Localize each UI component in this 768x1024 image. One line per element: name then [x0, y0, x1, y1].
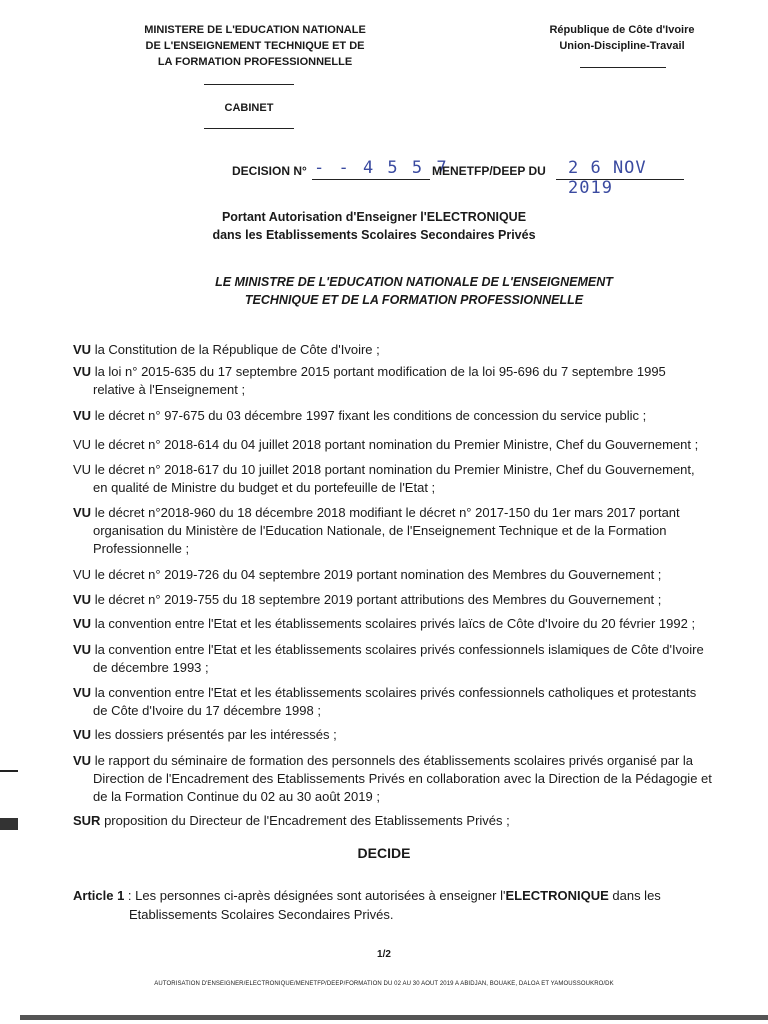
visa-text: la convention entre l'Etat et les établissements scolaires privés laïcs de Côte d'Ivoire du 20 février 1992 ;: [94, 616, 696, 631]
visa-item: [73, 591, 745, 609]
scan-bottom-border: [20, 1015, 768, 1020]
visa-keyword: VU: [73, 567, 92, 582]
visa-keyword: VU: [73, 592, 92, 607]
scan-edge-mark: [0, 770, 18, 772]
decision-subject: [160, 208, 588, 244]
decision-date-stamp: 2 6 NOV 2019: [568, 158, 647, 198]
visa-text: la loi n° 2015-635 du 17 septembre 2015 portant modification de la loi 95-696 du 7 septembre 1995: [94, 364, 666, 379]
header-right-rule: [580, 67, 666, 68]
visa-text-cont: organisation du Ministère de l'Education Nationale, de l'Enseignement Technique et de la Formation: [93, 523, 667, 538]
article-1-text: : Les personnes ci-après désignées sont autorisées à enseigner l': [124, 888, 506, 903]
visa-text-cont: en qualité de Ministre du budget et du portefeuille de l'Etat ;: [93, 480, 436, 495]
visa-text: la Constitution de la République de Côte d'Ivoire ;: [94, 342, 380, 357]
minister-line-1: LE MINISTRE DE L'EDUCATION NATIONALE DE L'ENSEIGNEMENT: [215, 275, 613, 289]
decision-number-rule: [312, 179, 430, 180]
visa-item: [73, 407, 745, 425]
visa-keyword: VU: [73, 505, 92, 520]
visa-item: [73, 726, 745, 744]
visa-text: la convention entre l'Etat et les établissements scolaires privés confessionnels catholiques et protestants: [94, 685, 697, 700]
visa-text: le décret n° 2018-614 du 04 juillet 2018 portant nomination du Premier Ministre, Chef du Gouvernement ;: [94, 437, 699, 452]
subject-line-1: Portant Autorisation d'Enseigner l'ELECTRONIQUE: [221, 210, 527, 224]
header-left-rule: [204, 84, 294, 85]
visa-keyword: VU: [73, 753, 92, 768]
cabinet-rule: [204, 128, 294, 129]
article-1-label: Article 1: [73, 888, 125, 903]
visa-item: [73, 461, 745, 497]
republic-name: République de Côte d'Ivoire: [549, 24, 695, 36]
ministry-line-1: MINISTERE DE L'EDUCATION NATIONALE: [144, 24, 366, 36]
article-1-subject: ELECTRONIQUE: [505, 888, 609, 903]
visa-item: [73, 684, 745, 720]
visa-text: le décret n° 2019-726 du 04 septembre 2019 portant nomination des Membres du Gouvernement ;: [94, 567, 662, 582]
visa-text-cont: relative à l'Enseignement ;: [93, 382, 246, 397]
visa-item: [73, 752, 745, 806]
visa-keyword: VU: [73, 616, 92, 631]
visa-text: le décret n° 2019-755 du 18 septembre 2019 portant attributions des Membres du Gouvernement ;: [94, 592, 662, 607]
article-1-line-2: Etablissements Scolaires Secondaires Privés.: [129, 907, 394, 922]
visa-text: le décret n° 2018-617 du 10 juillet 2018 portant nomination du Premier Ministre, Chef du Gouvernement,: [94, 462, 695, 477]
decision-number-stamp: - - 4 5 5 7: [314, 158, 449, 178]
ministry-header: [110, 22, 400, 70]
visa-text: le rapport du séminaire de formation des personnels des établissements scolaires privés organisé par la: [94, 753, 693, 768]
visa-keyword: VU: [73, 685, 92, 700]
visa-text-cont: de la Formation Continue du 02 au 30 août 2019 ;: [93, 789, 380, 804]
article-1: [73, 886, 745, 924]
visa-item: [73, 341, 745, 359]
decision-label: DECISION N°: [232, 164, 307, 178]
republic-header: [512, 22, 732, 54]
visa-keyword: VU: [73, 437, 92, 452]
cabinet-label: CABINET: [224, 102, 274, 114]
decision-line: [232, 158, 692, 198]
visa-keyword: VU: [73, 408, 92, 423]
footer-reference: AUTORISATION D'ENSEIGNER/ELECTRONIQUE/MENETFP/DEEP/FORMATION DU 02 AU 30 AOUT 2019 A ABIDJAN, BOUAKE, DALOA ET YAMOUSSOUKRO/DK: [154, 981, 614, 987]
sur-proposition: [73, 812, 745, 830]
decision-mid-label: MENETFP/DEEP DU: [432, 164, 546, 178]
visa-item: [73, 615, 745, 633]
ministry-line-2: DE L'ENSEIGNEMENT TECHNIQUE ET DE: [145, 40, 365, 52]
visa-text-cont: Direction de l'Encadrement des Etablissements Privés en collaboration avec la Direction de la Pédagogie et: [93, 771, 712, 786]
subject-line-2: dans les Etablissements Scolaires Secondaires Privés: [212, 228, 536, 242]
republic-motto: Union-Discipline-Travail: [559, 40, 685, 52]
page-number: 1/2: [377, 949, 391, 960]
visa-text: la convention entre l'Etat et les établissements scolaires privés confessionnels islamiques de Côte d'Ivoire: [94, 642, 704, 657]
visa-text: le décret n° 97-675 du 03 décembre 1997 fixant les conditions de concession du service public ;: [94, 408, 647, 423]
minister-title: [150, 273, 678, 309]
visa-keyword: VU: [73, 342, 92, 357]
visa-keyword: VU: [73, 462, 92, 477]
visa-keyword: VU: [73, 727, 92, 742]
sur-keyword: SUR: [73, 813, 101, 828]
visa-text-cont: Professionnelle ;: [93, 541, 190, 556]
visa-text-cont: de décembre 1993 ;: [93, 660, 209, 675]
scan-edge-mark: [0, 818, 18, 830]
visa-text: les dossiers présentés par les intéressés ;: [94, 727, 337, 742]
visa-keyword: VU: [73, 642, 92, 657]
decide-heading: DECIDE: [357, 845, 411, 861]
visa-text: le décret n°2018-960 du 18 décembre 2018 modifiant le décret n° 2017-150 du 1er mars 2017 portant: [94, 505, 680, 520]
sur-text: proposition du Directeur de l'Encadrement des Etablissements Privés ;: [104, 813, 510, 828]
visa-keyword: VU: [73, 364, 92, 379]
ministry-line-3: LA FORMATION PROFESSIONNELLE: [157, 56, 353, 68]
visa-text-cont: de Côte d'Ivoire du 17 décembre 1998 ;: [93, 703, 321, 718]
decision-date-rule: [556, 179, 684, 180]
minister-line-2: TECHNIQUE ET DE LA FORMATION PROFESSIONNELLE: [244, 293, 584, 307]
visa-item: [73, 436, 745, 454]
visa-item: [73, 566, 745, 584]
visa-item: [73, 504, 745, 558]
visa-item: [73, 363, 745, 399]
article-1-text-end: dans les: [608, 888, 661, 903]
visa-item: [73, 641, 745, 677]
